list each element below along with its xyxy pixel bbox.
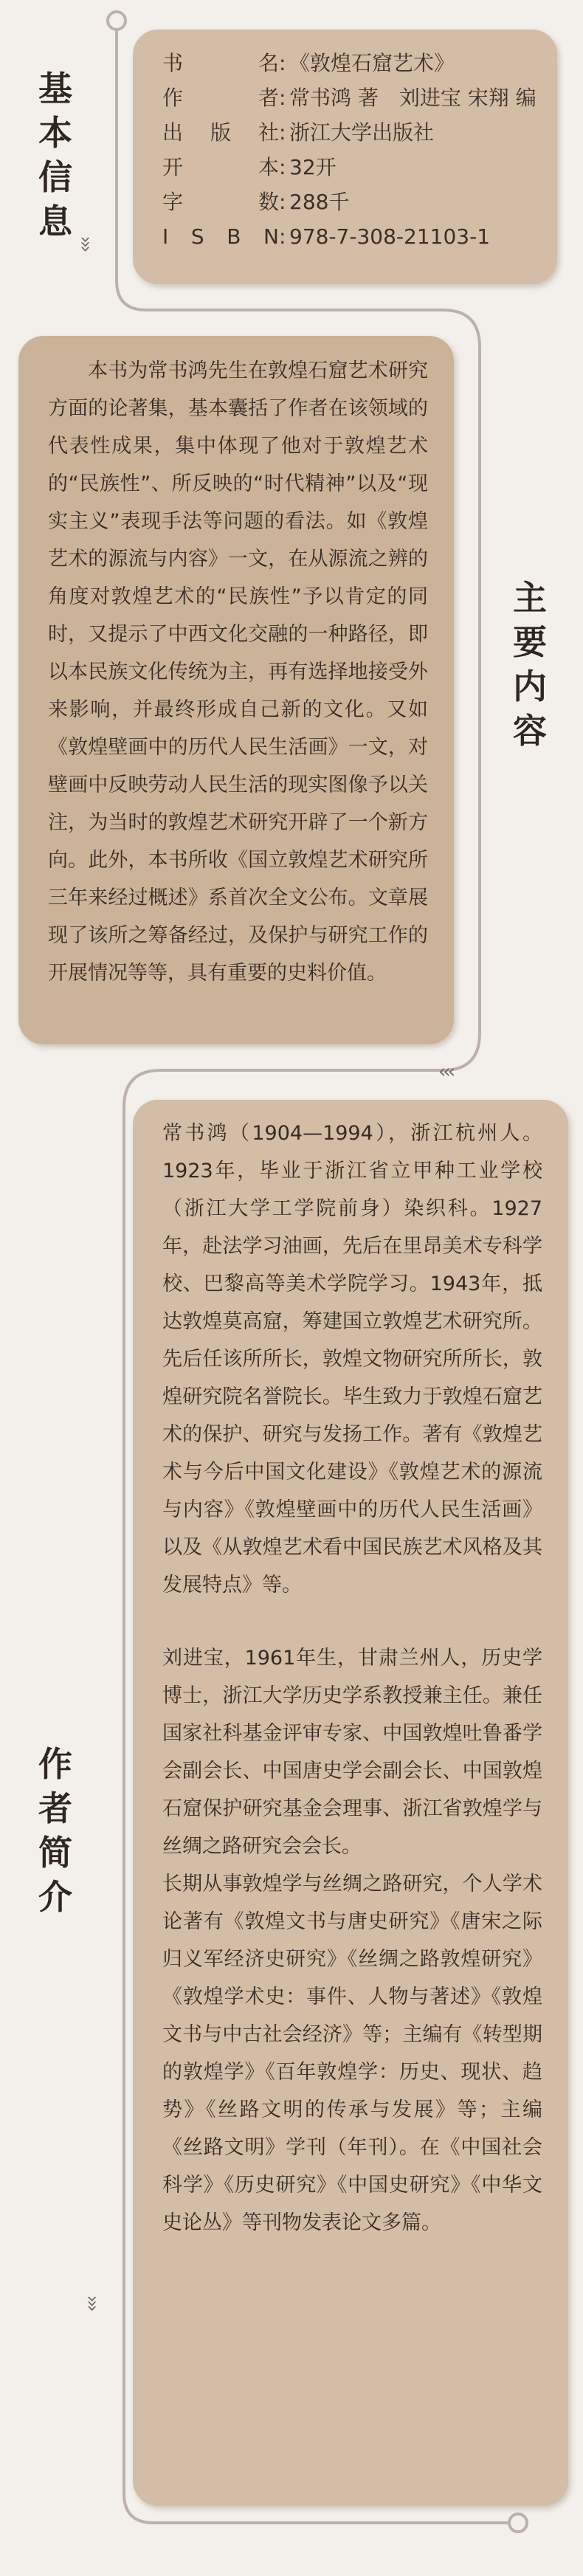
info-row-publisher: 出 版 社 : 浙江大学出版社 xyxy=(162,120,435,145)
info-row-isbn: I S B N : 978-7-308-21103-1 xyxy=(162,224,491,249)
author-bio-chang: 常书鸿（1904—1994），浙江杭州人。1923年，毕业于浙江省立甲种工业学校（浙江大学工学院前身）染织科。1927年，赴法学习油画，先后在里昂美术专科学校、巴黎高等美术学院学习。1943年，抵达敦煌莫高窟，筹建国立敦煌艺术研究所。先后任该所所长，敦煌文物研究所所长，敦煌研究院名誉院长。毕生致力于敦煌石窟艺术的保护、研究与发扬工作。著有《敦煌艺术与今后中国文化建设》《敦煌艺术的源流与内容》《敦煌壁画中的历代人民生活画》以及《从敦煌艺术看中国民族艺术风格及其发展特点》等。 xyxy=(162,1122,542,1597)
bottom-ring-icon xyxy=(509,2514,527,2532)
author-intro-body xyxy=(162,1115,542,2242)
basic-info-title: 基 本 信 息 xyxy=(38,69,72,241)
info-list xyxy=(162,46,557,254)
info-row-title: 书 名 : 《敦煌石窟艺术》 xyxy=(162,51,455,75)
info-row-format: 开 本 : 32开 xyxy=(162,155,337,179)
top-ring-icon xyxy=(108,12,125,30)
main-content-card xyxy=(18,336,454,1044)
info-row-author: 作 者 : 常书鸿 著 刘进宝 宋翔 编 xyxy=(162,86,537,110)
author-works-liu: 长期从事敦煌学与丝绸之路研究，个人学术论著有《敦煌文书与唐史研究》《唐宋之际归义军经济史研究》《丝绸之路敦煌研究》《敦煌学术史：事件、人物与著述》《敦煌文书与中古社会经济》等；主编有《转型期的敦煌学》《百年敦煌学：历史、现状、趋势》《丝路文明的传承与发展》等；主编《丝路文明》学刊（年刊）。在《中国社会科学》《历史研究》《中国史研究》《中华文史论丛》等刊物发表论文多篇。 xyxy=(162,1873,542,2234)
basic-info-card xyxy=(133,30,557,284)
info-row-wordcount: 字 数 : 288千 xyxy=(162,190,350,214)
main-content-text: 本书为常书鸿先生在敦煌石窟艺术研究方面的论著集，基本囊括了作者在该领域的代表性成果，集中体现了他对于敦煌艺术的“民族性”、所反映的“时代精神”以及“现实主义”表现手法等问题的看法。如《敦煌艺术的源流与内容》一文，在从源流之辨的角度对敦煌艺术的“民族性”予以肯定的同时，又提示了中西文化交融的一种路径，即以本民族文化传统为主，再有选择地接受外来影响，并最终形成自己新的文化。又如《敦煌壁画中的历代人民生活画》一文，对壁画中反映劳动人民生活的现实图像予以关注，为当时的敦煌艺术研究开辟了一个新方向。此外，本书所收《国立敦煌艺术研究所三年来经过概述》系首次全文公布。文章展现了该所之筹备经过，及保护与研究工作的开展情况等等，具有重要的史料价值。 xyxy=(48,359,428,985)
main-content-title: 主 要 内 容 xyxy=(513,578,547,751)
chevron-down-icon-2: ››› xyxy=(81,2295,103,2310)
author-intro-card xyxy=(133,1100,568,2506)
author-bio-liu: 刘进宝，1961年生，甘肃兰州人，历史学博士，浙江大学历史学系教授兼主任。兼任国家社科基金评审专家、中国敦煌吐鲁番学会副会长、中国唐史学会副会长、中国敦煌石窟保护研究基金会理事、浙江省敦煌学与丝绸之路研究会会长。 xyxy=(162,1647,542,1858)
chevron-left-icon: ››› xyxy=(441,1061,456,1083)
author-intro-title: 作 者 简 介 xyxy=(38,1744,72,1917)
chevron-down-icon: ››› xyxy=(75,235,97,250)
